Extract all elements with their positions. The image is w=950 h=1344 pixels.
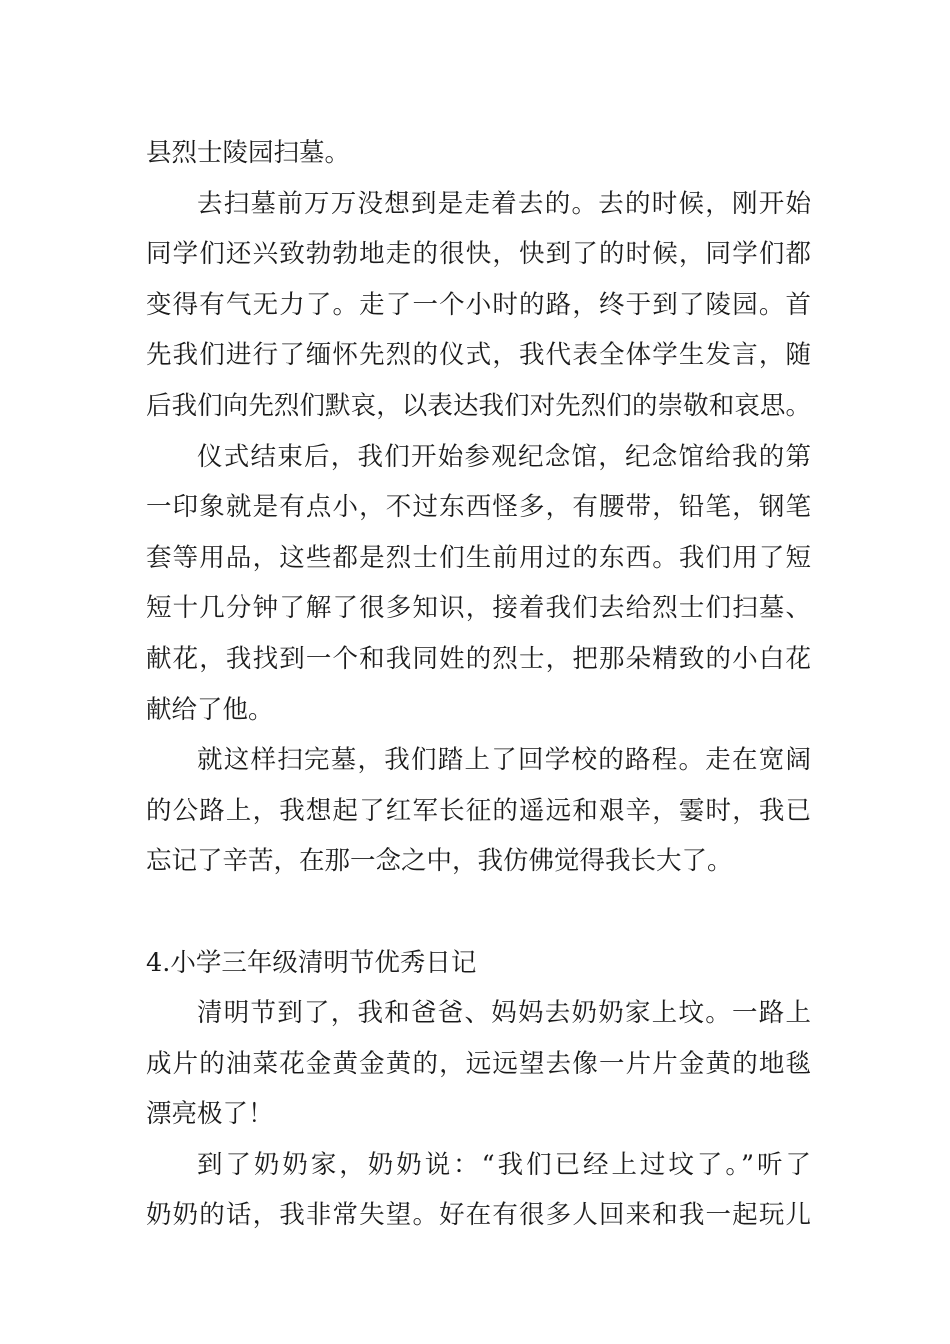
text-line: 先我们进行了缅怀先烈的仪式，我代表全体学生发言，随 [146, 340, 811, 371]
section-heading: 4.小学三年级清明节优秀日记 [146, 947, 477, 978]
text-line: 变得有气无力了。走了一个小时的路，终于到了陵园。首 [146, 289, 811, 320]
text-line: 短十几分钟了解了很多知识，接着我们去给烈士们扫墓、 [146, 593, 811, 624]
text-line: 后我们向先烈们默哀，以表达我们对先烈们的崇敬和哀思。 [146, 390, 811, 421]
paragraph-memorial-hall [146, 432, 811, 736]
text-line: 奶奶的话，我非常失望。好在有很多人回来和我一起玩儿 [146, 1200, 811, 1231]
text-line: 去扫墓前万万没想到是走着去的。去的时候，刚开始 [197, 188, 811, 219]
text-line: 就这样扫完墓，我们踏上了回学校的路程。走在宽阔 [197, 745, 811, 776]
text-line: 仪式结束后，我们开始参观纪念馆，纪念馆给我的第 [197, 441, 811, 472]
text-line: 献花，我找到一个和我同姓的烈士，把那朵精致的小白花 [146, 643, 811, 674]
paragraph-return-trip [146, 735, 811, 887]
paragraph-grandma-home [146, 1140, 811, 1241]
text-line: 的公路上，我想起了红军长征的遥远和艰辛，霎时，我已 [146, 795, 811, 826]
paragraph-trip-to-cemetery [146, 179, 811, 432]
text-line: 同学们还兴致勃勃地走的很快，快到了的时候，同学们都 [146, 239, 811, 270]
text-line: 献给了他。 [146, 694, 274, 725]
text-line: 清明节到了，我和爸爸、妈妈去奶奶家上坟。一路上 [197, 998, 811, 1029]
text-line: 漂亮极了！ [146, 1099, 274, 1130]
text-line: 套等用品，这些都是烈士们生前用过的东西。我们用了短 [146, 542, 811, 573]
text-line: 忘记了辛苦，在那一念之中，我仿佛觉得我长大了。 [146, 846, 733, 877]
paragraph-continued [146, 128, 811, 179]
text-line: 县烈士陵园扫墓。 [146, 138, 351, 168]
paragraph-qingming [146, 988, 811, 1140]
section-spacer [146, 887, 811, 938]
text-line: 到了奶奶家，奶奶说：“我们已经上过坟了。”听了 [197, 1149, 811, 1180]
text-line: 一印象就是有点小，不过东西怪多，有腰带，铅笔，钢笔 [146, 492, 811, 523]
document-page [146, 128, 811, 1241]
text-line: 成片的油菜花金黄金黄的，远远望去像一片片金黄的地毯 [146, 1048, 811, 1079]
